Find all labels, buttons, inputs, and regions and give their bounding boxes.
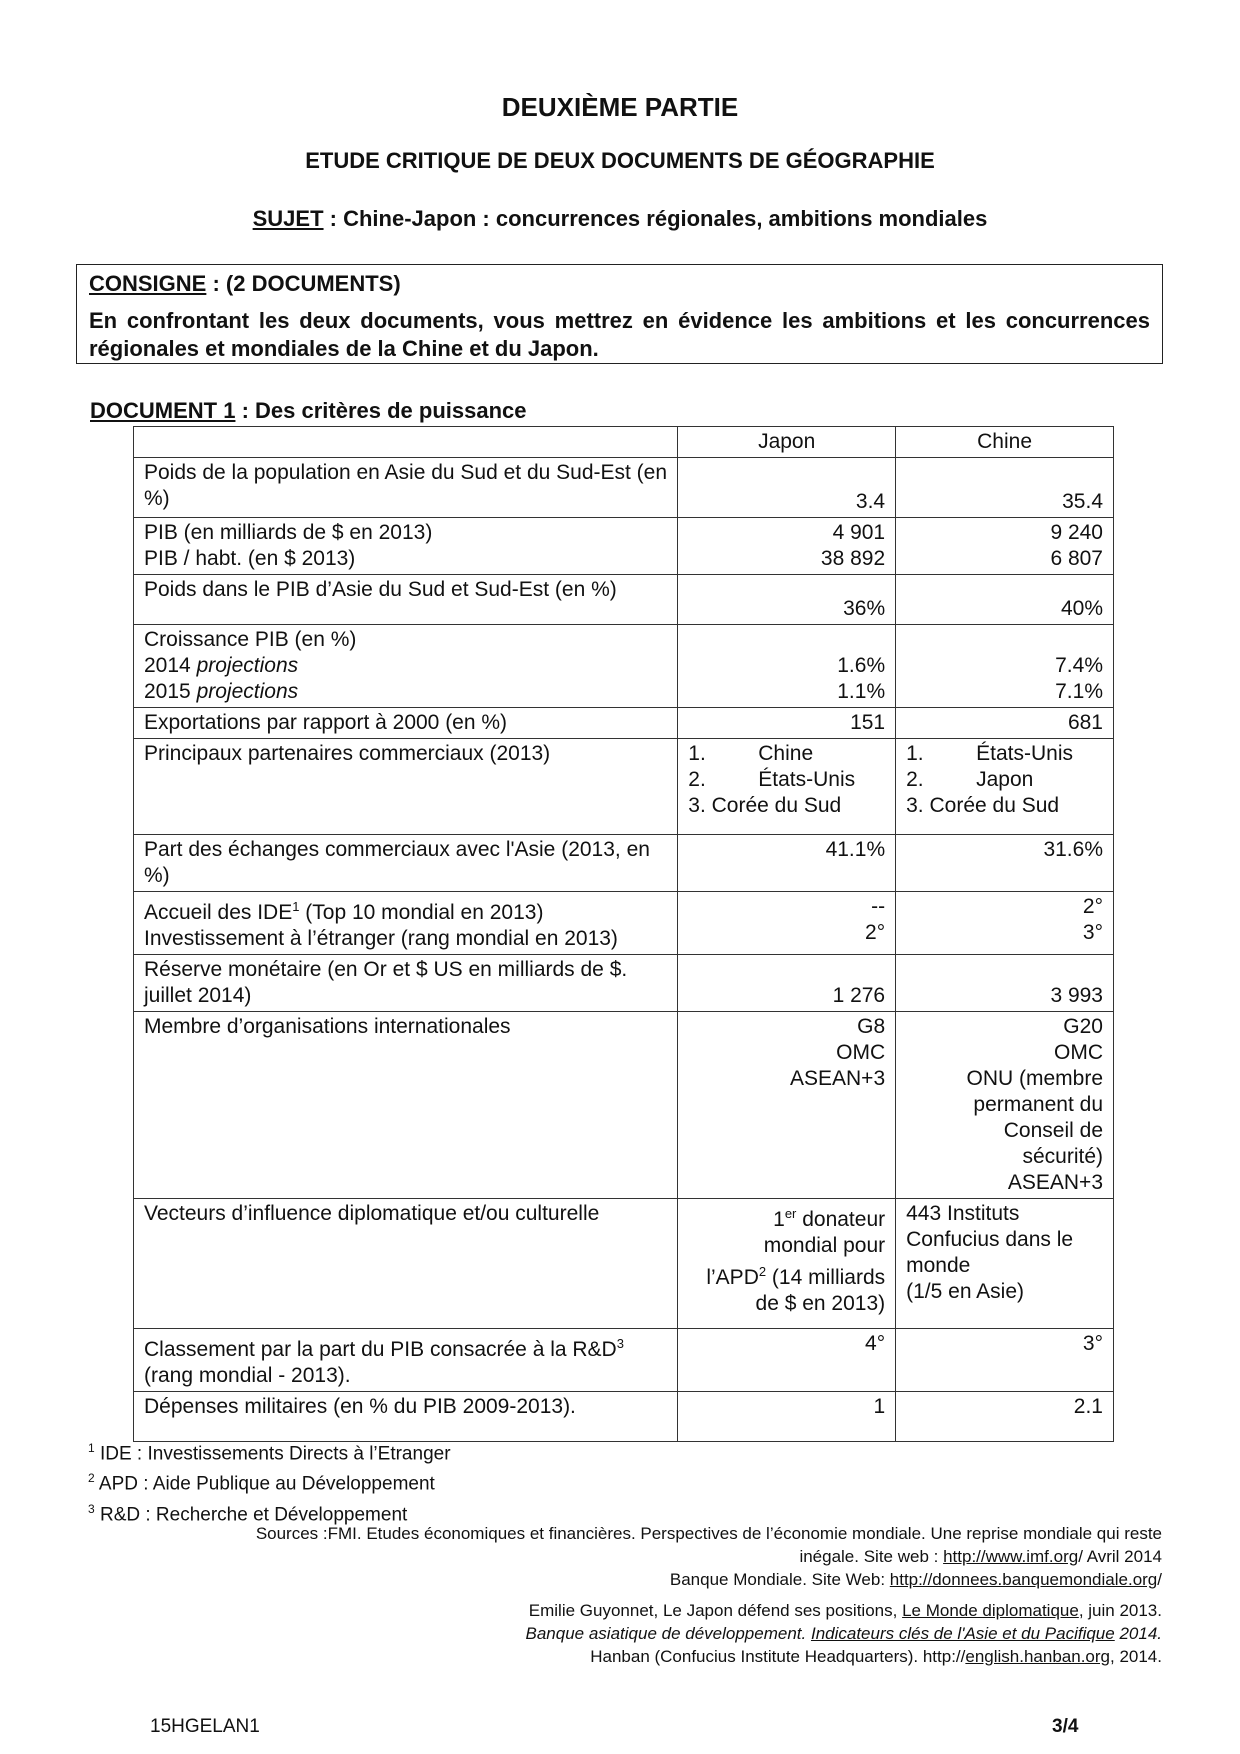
table-row bbox=[134, 458, 1114, 518]
org-item: G20 bbox=[1063, 1015, 1103, 1038]
cell-chine: 3 993 bbox=[896, 955, 1114, 1012]
consigne-text: En confrontant les deux documents, vous mettrez en évidence les ambitions et les concurrences régionales et mondiales de la Chine et du Japon. bbox=[89, 308, 1150, 361]
cell-chine bbox=[896, 625, 1114, 708]
indicateurs-link[interactable]: Indicateurs clés de l'Asie et du Pacifique bbox=[810, 1624, 1115, 1643]
vect-cn-line3: monde bbox=[906, 1254, 971, 1277]
cell-japon bbox=[678, 518, 896, 575]
cell-japon bbox=[678, 1012, 896, 1199]
ide-label bbox=[144, 894, 667, 926]
croissance-2015-chine: 7.1% bbox=[1055, 680, 1103, 703]
org-item: Conseil de bbox=[1003, 1119, 1103, 1142]
footnote-text: R&D : Recherche et Développement bbox=[94, 1503, 408, 1525]
hanban-link[interactable]: english.hanban.org bbox=[965, 1647, 1110, 1666]
projections-2014: projections bbox=[196, 654, 299, 677]
pib-habt-japon: 38 892 bbox=[820, 547, 886, 570]
croissance-2015-japon: 1.1% bbox=[837, 680, 886, 703]
criteria-table bbox=[133, 426, 1114, 1442]
source-monde-diplo bbox=[162, 1599, 1162, 1622]
cell-japon bbox=[678, 739, 896, 835]
footnote-num: 1 bbox=[88, 1441, 95, 1455]
croissance-2014-japon: 1.6% bbox=[837, 654, 886, 677]
row-label: Réserve monétaire (en Or et $ US en milliards de $. juillet 2014) bbox=[134, 955, 678, 1012]
cell-chine: 31.6% bbox=[896, 835, 1114, 892]
cell-japon: 36% bbox=[678, 575, 896, 625]
row-label: Poids dans le PIB d’Asie du Sud et Sud-Est (en %) bbox=[134, 575, 678, 625]
cell-chine bbox=[896, 892, 1114, 955]
ide-japon: -- bbox=[871, 895, 886, 918]
pib-japon: 4 901 bbox=[832, 521, 886, 544]
source-text: , juin 2013. bbox=[1078, 1601, 1162, 1620]
source-text: Banque asiatique de développement. bbox=[525, 1624, 811, 1643]
source-text: / Avril 2014 bbox=[1078, 1547, 1162, 1566]
partner-name: États-Unis bbox=[976, 742, 1073, 765]
source-text: , 2014. bbox=[1110, 1647, 1162, 1666]
vect-cn-line4: (1/5 en Asie) bbox=[906, 1280, 1025, 1303]
table-row bbox=[134, 835, 1114, 892]
rd-text-b: (rang mondial - 2013). bbox=[144, 1364, 351, 1387]
cell-chine bbox=[896, 518, 1114, 575]
cell-chine: 2.1 bbox=[896, 1392, 1114, 1442]
row-label: Part des échanges commerciaux avec l'Asie (2013, en %) bbox=[134, 835, 678, 892]
document1-title: : Des critères de puissance bbox=[235, 398, 527, 423]
source-bad bbox=[162, 1622, 1162, 1645]
partner-name: Corée du Sud bbox=[929, 794, 1060, 817]
row-label bbox=[134, 518, 678, 575]
footnote-ref: 1 bbox=[292, 899, 300, 914]
cell-chine: 40% bbox=[896, 575, 1114, 625]
vect-jp-line2: mondial pour bbox=[763, 1234, 886, 1257]
row-label bbox=[134, 625, 678, 708]
org-item: ASEAN+3 bbox=[789, 1067, 886, 1090]
cell-japon: 3.4 bbox=[678, 458, 896, 518]
table-row bbox=[134, 1012, 1114, 1199]
cell-japon: 151 bbox=[678, 708, 896, 739]
rd-text: Classement par la part du PIB consacrée à la R&D bbox=[144, 1338, 617, 1361]
footnote bbox=[88, 1436, 451, 1466]
document1-label: DOCUMENT 1 bbox=[90, 398, 236, 423]
exercise-title: ETUDE CRITIQUE DE DEUX DOCUMENTS DE GÉOGRAPHIE bbox=[305, 148, 935, 173]
year-2014: 2014 bbox=[144, 654, 197, 677]
source-text: Hanban (Confucius Institute Headquarters). http:// bbox=[590, 1647, 966, 1666]
pib-chine: 9 240 bbox=[1050, 521, 1103, 544]
cell-japon bbox=[678, 625, 896, 708]
source-text: / bbox=[1157, 1570, 1162, 1589]
croissance-2014-chine: 7.4% bbox=[1055, 654, 1103, 677]
footnote-text: IDE : Investissements Directs à l’Etranger bbox=[94, 1443, 451, 1465]
vect-cn-line2: Confucius dans le bbox=[906, 1228, 1074, 1251]
row-label: Membre d’organisations internationales bbox=[134, 1012, 678, 1199]
vect-jp-e: (14 milliards bbox=[766, 1266, 886, 1289]
partner-name: Chine bbox=[758, 742, 814, 765]
footnote-num: 2 bbox=[88, 1471, 95, 1486]
ide-text-b: (Top 10 mondial en 2013) bbox=[299, 901, 544, 924]
source-hanban bbox=[162, 1645, 1162, 1668]
partner-num: 3. bbox=[688, 794, 706, 817]
row-label: Exportations par rapport à 2000 (en %) bbox=[134, 708, 678, 739]
row-label bbox=[134, 892, 678, 955]
partner-name: Japon bbox=[976, 768, 1034, 791]
pib-habt-label: PIB / habt. (en $ 2013) bbox=[144, 547, 356, 570]
org-item: sécurité) bbox=[1022, 1145, 1103, 1168]
cell-japon: 1 bbox=[678, 1392, 896, 1442]
subject-text: : Chine-Japon : concurrences régionales, ambitions mondiales bbox=[323, 206, 988, 231]
row-label: Poids de la population en Asie du Sud et du Sud-Est (en %) bbox=[134, 458, 678, 518]
page-number: 3/4 bbox=[1052, 1716, 1079, 1737]
source-text: Emilie Guyonnet, Le Japon défend ses positions, bbox=[528, 1601, 903, 1620]
exam-code: 15HGELAN1 bbox=[150, 1716, 260, 1737]
cell-japon bbox=[678, 892, 896, 955]
superscript: er bbox=[784, 1206, 797, 1221]
row-label: Vecteurs d’influence diplomatique et/ou culturelle bbox=[134, 1199, 678, 1329]
partner-num: 2. bbox=[688, 768, 706, 791]
footnotes bbox=[88, 1436, 451, 1527]
pib-habt-chine: 6 807 bbox=[1050, 547, 1103, 570]
table-row bbox=[134, 1199, 1114, 1329]
document1-heading bbox=[90, 398, 526, 424]
partner-num: 1. bbox=[906, 742, 924, 765]
source-text: 2014. bbox=[1114, 1624, 1162, 1643]
table-row bbox=[134, 1392, 1114, 1442]
footnote-ref: 2 bbox=[758, 1264, 767, 1279]
projections-2015: projections bbox=[196, 680, 299, 703]
subject-label: SUJET bbox=[252, 206, 324, 231]
vect-jp-line3 bbox=[688, 1259, 885, 1291]
table-row bbox=[134, 518, 1114, 575]
partner-num: 2. bbox=[906, 768, 924, 791]
table-row bbox=[134, 955, 1114, 1012]
cell-chine bbox=[896, 1012, 1114, 1199]
part-title: DEUXIÈME PARTIE bbox=[501, 92, 739, 122]
spacer bbox=[162, 1591, 1162, 1599]
cell-chine: 3° bbox=[896, 1329, 1114, 1392]
row-label: Principaux partenaires commerciaux (2013) bbox=[134, 739, 678, 835]
partner-item bbox=[906, 767, 1103, 793]
source-text: Banque Mondiale. Site Web: bbox=[669, 1570, 890, 1589]
table-row bbox=[134, 625, 1114, 708]
consigne-label: CONSIGNE bbox=[89, 271, 207, 296]
croissance-2014-label bbox=[144, 653, 667, 679]
vect-cn-line1: 443 Instituts bbox=[906, 1202, 1020, 1225]
column-header-chine: Chine bbox=[896, 427, 1114, 458]
table-row bbox=[134, 739, 1114, 835]
cell-chine bbox=[896, 739, 1114, 835]
vect-jp-a: 1 bbox=[773, 1208, 785, 1231]
org-item: ONU (membre bbox=[966, 1067, 1103, 1090]
row-label: Dépenses militaires (en % du PIB 2009-2013). bbox=[134, 1392, 678, 1442]
table-row bbox=[134, 575, 1114, 625]
org-item: OMC bbox=[836, 1041, 886, 1064]
org-item: ASEAN+3 bbox=[1007, 1171, 1103, 1194]
consigne-heading bbox=[89, 271, 1150, 297]
row-label bbox=[134, 1329, 678, 1392]
column-header-japon: Japon bbox=[678, 427, 896, 458]
cell-japon: 4° bbox=[678, 1329, 896, 1392]
footnote-text: APD : Aide Publique au Développement bbox=[94, 1473, 435, 1495]
vect-jp-b: donateur bbox=[796, 1208, 886, 1231]
pib-label: PIB (en milliards de $ en 2013) bbox=[144, 521, 433, 544]
table-row bbox=[134, 892, 1114, 955]
org-item: G8 bbox=[857, 1015, 886, 1038]
partner-item bbox=[906, 793, 1103, 819]
source-imf-line1: Sources :FMI. Etudes économiques et financières. Perspectives de l’économie mondiale. Une reprise mondiale qui reste bbox=[255, 1524, 1162, 1543]
vect-jp-line4: de $ en 2013) bbox=[755, 1292, 886, 1315]
partner-num: 1. bbox=[688, 742, 706, 765]
footnote-num: 3 bbox=[88, 1501, 95, 1516]
sources bbox=[162, 1522, 1162, 1668]
ide-text: Accueil des IDE bbox=[144, 901, 293, 924]
invest-label: Investissement à l’étranger (rang mondial en 2013) bbox=[144, 927, 618, 950]
partner-num: 3. bbox=[906, 794, 924, 817]
partner-name: États-Unis bbox=[758, 768, 856, 791]
partner-item bbox=[688, 793, 885, 819]
cell-chine: 35.4 bbox=[896, 458, 1114, 518]
table-row bbox=[134, 1329, 1114, 1392]
partner-item bbox=[688, 741, 885, 767]
org-item: permanent du bbox=[973, 1093, 1103, 1116]
source-imf-line2 bbox=[162, 1545, 1162, 1568]
source-text: inégale. Site web : bbox=[799, 1547, 944, 1566]
invest-japon: 2° bbox=[865, 921, 886, 944]
source-bm bbox=[162, 1568, 1162, 1591]
consigne-suffix: : (2 DOCUMENTS) bbox=[206, 271, 401, 296]
imf-link[interactable]: http://www.imf.org bbox=[943, 1547, 1079, 1566]
footnote-ref: 3 bbox=[616, 1336, 624, 1351]
table-header-empty bbox=[134, 427, 678, 458]
vect-jp-line1 bbox=[688, 1201, 885, 1233]
table-header-row bbox=[134, 427, 1114, 458]
cell-chine: 681 bbox=[896, 708, 1114, 739]
invest-chine: 3° bbox=[1082, 921, 1103, 944]
banque-mondiale-link[interactable]: http://donnees.banquemondiale.org bbox=[889, 1570, 1158, 1589]
partner-item bbox=[688, 767, 885, 793]
croissance-label: Croissance PIB (en %) bbox=[144, 628, 357, 651]
monde-diplomatique-link[interactable]: Le Monde diplomatique bbox=[902, 1601, 1079, 1620]
cell-chine bbox=[896, 1199, 1114, 1329]
consigne-box bbox=[76, 264, 1163, 364]
ide-chine: 2° bbox=[1082, 895, 1103, 918]
cell-japon: 41.1% bbox=[678, 835, 896, 892]
cell-japon: 1 276 bbox=[678, 955, 896, 1012]
table-row bbox=[134, 708, 1114, 739]
year-2015: 2015 bbox=[144, 680, 197, 703]
croissance-2015-label bbox=[144, 679, 667, 705]
subject-line bbox=[0, 206, 1240, 232]
partner-item bbox=[906, 741, 1103, 767]
footnote bbox=[88, 1466, 451, 1496]
vect-jp-d: l’APD bbox=[706, 1266, 759, 1289]
partner-name: Corée du Sud bbox=[711, 794, 842, 817]
org-item: OMC bbox=[1054, 1041, 1103, 1064]
cell-japon bbox=[678, 1199, 896, 1329]
